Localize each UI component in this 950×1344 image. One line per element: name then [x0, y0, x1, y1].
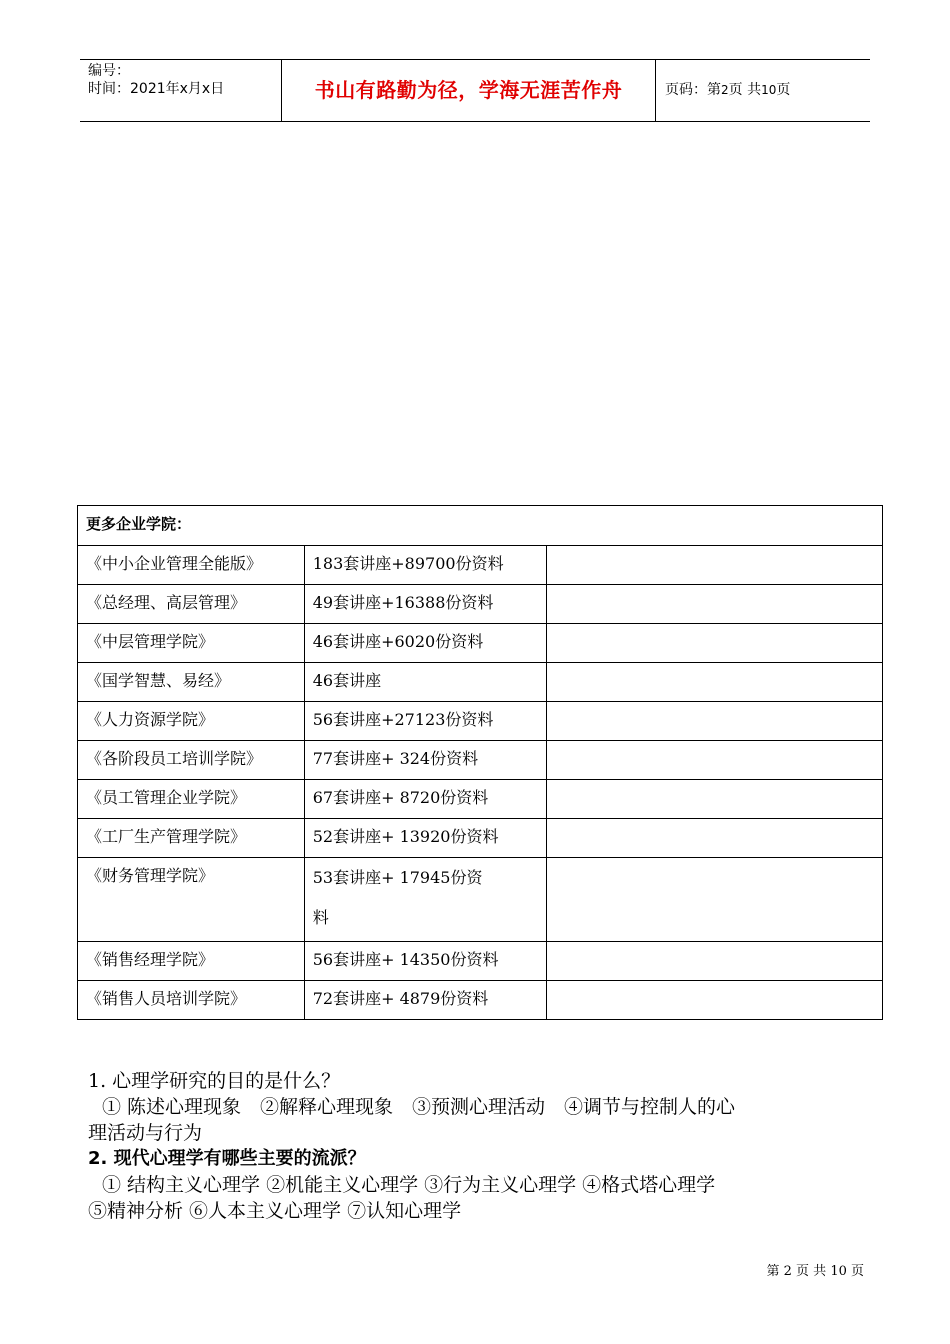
question-1-answer-line2: 理活动与行为 — [88, 1122, 203, 1144]
page-total: 10 — [761, 83, 777, 97]
academy-desc: 72套讲座+ 4879份资料 — [304, 981, 547, 1020]
table-caption-row — [78, 506, 883, 546]
header-page-indicator — [665, 60, 790, 121]
page-header — [80, 59, 870, 122]
question-1-title: 1. 心理学研究的目的是什么？ — [88, 1070, 341, 1092]
academy-desc-line1: 53套讲座+ 17945份资 — [312, 868, 483, 887]
academy-desc: 67套讲座+ 8720份资料 — [304, 780, 547, 819]
academy-empty-cell — [547, 942, 883, 981]
table-row — [78, 702, 883, 741]
document-date: 时间：2021年x月x日 — [88, 81, 225, 97]
academy-name: 《工厂生产管理学院》 — [78, 819, 305, 858]
table-row — [78, 981, 883, 1020]
academy-name: 《销售人员培训学院》 — [78, 981, 305, 1020]
header-divider-right — [655, 60, 656, 121]
table-row — [78, 780, 883, 819]
academy-table — [77, 505, 883, 1020]
page-suffix: 页 — [776, 82, 791, 98]
academy-empty-cell — [547, 780, 883, 819]
academy-desc: 52套讲座+ 13920份资料 — [304, 819, 547, 858]
academy-name: 《员工管理企业学院》 — [78, 780, 305, 819]
academy-desc: 77套讲座+ 324份资料 — [304, 741, 547, 780]
academy-name: 《各阶段员工培训学院》 — [78, 741, 305, 780]
table-row — [78, 741, 883, 780]
academy-name: 《中层管理学院》 — [78, 624, 305, 663]
document-number-label: 编号： — [88, 63, 130, 79]
academy-name: 《财务管理学院》 — [78, 858, 305, 942]
table-row — [78, 858, 883, 942]
page-current: 2 — [721, 83, 729, 97]
page-footer: 第 2 页 共 10 页 — [766, 1264, 864, 1279]
academy-desc: 46套讲座+6020份资料 — [304, 624, 547, 663]
questions-section — [88, 1068, 878, 1224]
academy-desc: 56套讲座+ 14350份资料 — [304, 942, 547, 981]
academy-name: 《中小企业管理全能版》 — [78, 546, 305, 585]
table-row — [78, 624, 883, 663]
academy-empty-cell — [547, 546, 883, 585]
question-1-answer-line1: ① 陈述心理现象 ②解释心理现象 ③预测心理活动 ④调节与控制人的心 — [102, 1096, 736, 1118]
academy-empty-cell — [547, 858, 883, 942]
academy-empty-cell — [547, 741, 883, 780]
table-row — [78, 585, 883, 624]
academy-empty-cell — [547, 981, 883, 1020]
academy-empty-cell — [547, 624, 883, 663]
academy-desc — [304, 858, 547, 942]
table-row — [78, 942, 883, 981]
header-meta — [88, 62, 224, 98]
academy-empty-cell — [547, 702, 883, 741]
page-mid: 页 共 — [728, 82, 762, 98]
academy-desc: 49套讲座+16388份资料 — [304, 585, 547, 624]
table-caption: 更多企业学院： — [78, 506, 883, 546]
question-2-title: 2. 现代心理学有哪些主要的流派？ — [88, 1148, 366, 1169]
academy-name: 《销售经理学院》 — [78, 942, 305, 981]
academy-desc: 46套讲座 — [304, 663, 547, 702]
academy-desc-line2: 料 — [312, 908, 329, 927]
academy-desc: 56套讲座+27123份资料 — [304, 702, 547, 741]
academy-empty-cell — [547, 663, 883, 702]
table-row — [78, 819, 883, 858]
academy-name: 《国学智慧、易经》 — [78, 663, 305, 702]
academy-empty-cell — [547, 585, 883, 624]
question-2-answer-line1: ① 结构主义心理学 ②机能主义心理学 ③行为主义心理学 ④格式塔心理学 — [102, 1174, 716, 1196]
academy-name: 《人力资源学院》 — [78, 702, 305, 741]
page-prefix: 页码：第 — [665, 82, 721, 98]
academy-empty-cell — [547, 819, 883, 858]
academy-name: 《总经理、高层管理》 — [78, 585, 305, 624]
question-2-answer-line2: ⑤精神分析 ⑥人本主义心理学 ⑦认知心理学 — [88, 1200, 462, 1222]
table-row — [78, 546, 883, 585]
academy-desc: 183套讲座+89700份资料 — [304, 546, 547, 585]
header-motto: 书山有路勤为径，学海无涯苦作舟 — [314, 78, 623, 102]
table-row — [78, 663, 883, 702]
